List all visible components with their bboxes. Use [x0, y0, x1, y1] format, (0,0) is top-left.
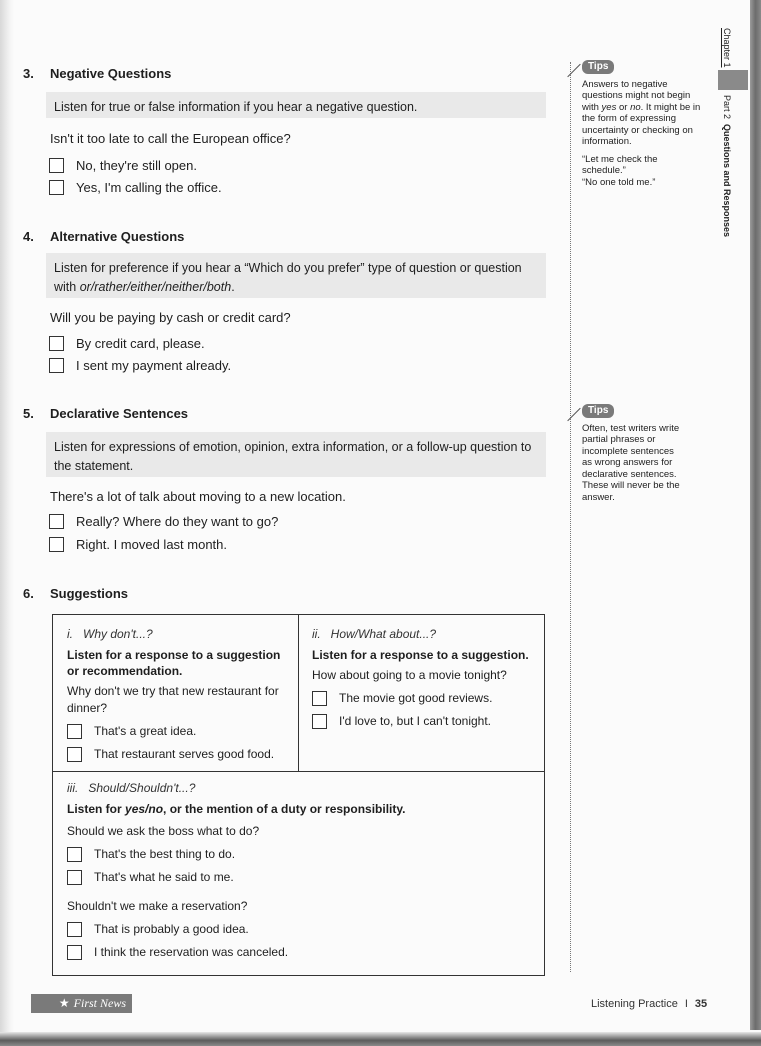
option-label: I sent my payment already. [76, 358, 232, 373]
section-6-title: Suggestions [50, 586, 129, 601]
page-footer [591, 998, 707, 1010]
section-5-tipbox [46, 432, 546, 477]
tips-text: Answers to negative questions might not begin with [582, 78, 691, 113]
tips-text: or [616, 101, 631, 113]
section-3-option-b[interactable] [49, 180, 222, 195]
cell-rule: Listen for a response to a suggestion. [312, 648, 529, 662]
checkbox[interactable] [312, 691, 327, 706]
section-5-option-a[interactable] [49, 514, 278, 529]
cell-question-1-option-b[interactable] [67, 868, 532, 886]
section-4-tip-line2-suffix: . [231, 280, 235, 294]
footer-section-title: Listening Practice [591, 998, 678, 1010]
footer-separator: I [684, 998, 688, 1010]
suggestion-cell-how-what-about [312, 627, 537, 735]
tips-box-declarative [582, 404, 682, 509]
suggestion-cell-why-dont [67, 627, 292, 768]
section-3-question: Isn't it too late to call the European office? [50, 131, 291, 146]
section-3-title: Negative Questions [50, 66, 172, 81]
checkbox[interactable] [67, 847, 82, 862]
cell-question: Why don't we try that new restaurant for dinner? [67, 684, 279, 715]
section-4-question: Will you be paying by cash or credit card? [50, 310, 291, 325]
checkbox[interactable] [67, 922, 82, 937]
cell-question-1: Should we ask the boss what to do? [67, 824, 260, 838]
tips-italic: yes [601, 101, 617, 113]
tips-italic: no [630, 101, 641, 113]
option-label: No, they're still open. [76, 158, 197, 173]
page-number: 35 [694, 998, 708, 1010]
cell-option-b[interactable] [67, 745, 292, 763]
option-label: Really? Where do they want to go? [76, 514, 279, 529]
cell-option-a[interactable] [312, 689, 537, 707]
tips-text: . It might be in the form of expressing uncertainty or checking on information. [582, 101, 701, 147]
option-label: The movie got good reviews. [339, 691, 493, 705]
option-label: That is probably a good idea. [94, 922, 249, 936]
section-3-tip-text: Listen for true or false information if you hear a negative question. [54, 100, 418, 114]
cell-option-a[interactable] [67, 722, 292, 740]
rule-prefix: Listen for [67, 802, 126, 816]
section-3-number: 3. [23, 66, 34, 81]
cell-question-1-option-a[interactable] [67, 845, 532, 863]
part-label [722, 95, 732, 237]
section-3-tipbox [46, 92, 546, 118]
checkbox[interactable] [49, 336, 64, 351]
star-icon: ★ [58, 996, 70, 1010]
tips-badge: Tips [582, 404, 614, 418]
checkbox[interactable] [67, 724, 82, 739]
checkbox[interactable] [49, 537, 64, 552]
cell-label: ii. How/What about...? [312, 627, 437, 641]
tips-1-quote-2: “No one told me.” [582, 176, 656, 188]
sidebar-dotted-rule [570, 62, 571, 972]
suggestions-table [52, 614, 545, 976]
tips-2-text: Often, test writers write partial phrases or incomplete sentences as wrong answers for declarative sentences. These will never be the answer. [582, 422, 680, 503]
cell-question-2-option-a[interactable] [67, 920, 532, 938]
checkbox[interactable] [49, 158, 64, 173]
tips-1-text [582, 79, 702, 148]
first-news-logo [31, 994, 132, 1013]
checkbox[interactable] [312, 714, 327, 729]
checkbox[interactable] [67, 747, 82, 762]
option-label: I'd love to, but I can't tonight. [339, 714, 492, 728]
table-divider-horizontal [53, 771, 544, 772]
cell-label: i. Why don't...? [67, 627, 153, 641]
section-4-option-b[interactable] [49, 358, 231, 373]
checkbox[interactable] [49, 514, 64, 529]
cell-question-2: Shouldn't we make a reservation? [67, 899, 248, 913]
section-4-tip-line1: Listen for preference if you hear a “Which do you prefer” type of question or question [54, 261, 522, 275]
option-label: That's the best thing to do. [94, 847, 236, 861]
suggestion-cell-should-shouldnt [67, 781, 532, 966]
part-number: Part 2 [722, 95, 732, 120]
section-4-tip-line2-prefix: with [54, 280, 80, 294]
option-label: Right. I moved last month. [76, 537, 228, 552]
cell-option-b[interactable] [312, 712, 537, 730]
page-gutter-shadow [0, 0, 14, 1046]
checkbox[interactable] [49, 358, 64, 373]
page-edge-bottom [0, 1032, 761, 1046]
section-5-title: Declarative Sentences [50, 406, 189, 421]
rule-suffix: , or the mention of a duty or responsibility. [163, 802, 406, 816]
tips-badge: Tips [582, 60, 614, 74]
option-label: Yes, I'm calling the office. [76, 180, 222, 195]
table-divider-vertical [298, 615, 299, 771]
tips-1-quote-1: “Let me check the schedule.” [582, 153, 658, 176]
option-label: That's a great idea. [94, 724, 197, 738]
section-4-tipbox [46, 253, 546, 298]
part-title: Questions and Responses [722, 124, 732, 238]
page-edge-right [750, 0, 761, 1030]
option-label: That's what he said to me. [94, 870, 234, 884]
section-6-number: 6. [23, 586, 34, 601]
chapter-tab-marker [718, 70, 748, 90]
section-5-number: 5. [23, 406, 34, 421]
checkbox[interactable] [67, 870, 82, 885]
chapter-label: Chapter 1 [722, 28, 732, 68]
section-5-option-b[interactable] [49, 537, 227, 552]
section-3-option-a[interactable] [49, 158, 197, 173]
cell-question: How about going to a movie tonight? [312, 668, 507, 682]
rule-italic: yes/no [125, 802, 164, 816]
cell-rule: Listen for a response to a suggestion or recommendation. [67, 648, 281, 678]
checkbox[interactable] [49, 180, 64, 195]
section-4-number: 4. [23, 229, 34, 244]
cell-rule [67, 801, 532, 817]
logo-text: First News [73, 996, 126, 1010]
section-4-option-a[interactable] [49, 336, 205, 351]
cell-question-2-option-b[interactable] [67, 943, 532, 961]
section-4-title: Alternative Questions [50, 229, 185, 244]
option-label: That restaurant serves good food. [94, 747, 275, 761]
option-label: I think the reservation was canceled. [94, 945, 289, 959]
option-label: By credit card, please. [76, 336, 205, 351]
checkbox[interactable] [67, 945, 82, 960]
section-5-question: There's a lot of talk about moving to a new location. [50, 489, 346, 504]
cell-label: iii. Should/Shouldn't...? [67, 781, 196, 795]
tips-box-negative-questions [582, 60, 702, 188]
section-4-tip-line2-italic: or/rather/either/neither/both [79, 280, 232, 294]
section-5-tip-text: Listen for expressions of emotion, opinion, extra information, or a follow-up question to the statement. [54, 440, 532, 473]
